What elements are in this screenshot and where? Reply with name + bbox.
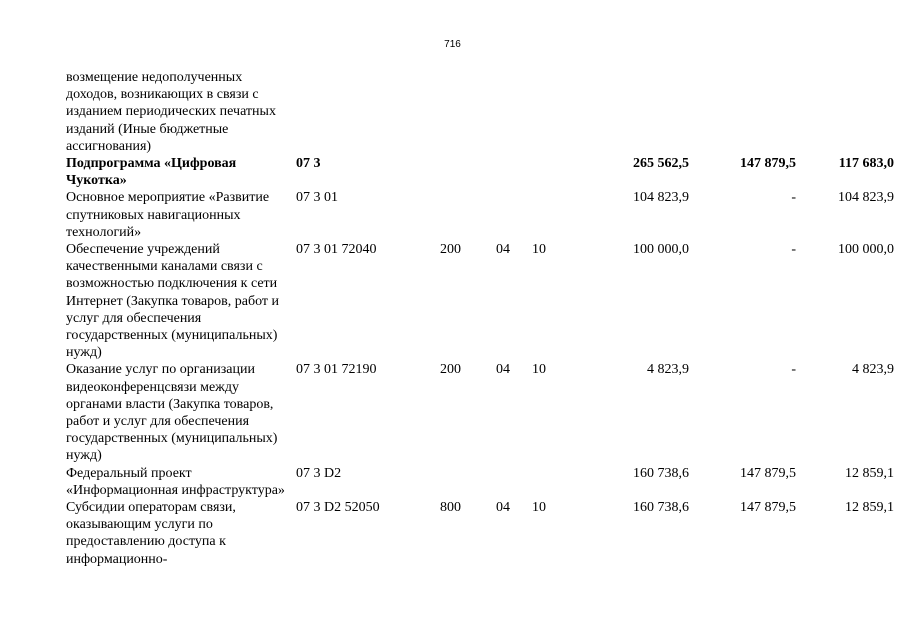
row-subsection bbox=[532, 189, 568, 241]
row-target-code: 07 3 01 bbox=[296, 190, 338, 206]
row-section bbox=[496, 155, 532, 189]
table-row bbox=[66, 499, 894, 568]
row-name: Основное мероприятие «Развитие спутниковых навигационных технологий» bbox=[66, 190, 270, 240]
row-target-code: 07 3 01 72190 bbox=[296, 362, 377, 378]
row-expense-type: 800 bbox=[440, 500, 461, 516]
row-amount-regional: 12 859,1 bbox=[845, 465, 894, 481]
budget-table bbox=[66, 69, 894, 568]
row-section bbox=[496, 189, 532, 241]
row-amount-total: 4 823,9 bbox=[647, 362, 689, 378]
row-expense-type bbox=[440, 155, 496, 189]
row-expense-type bbox=[440, 189, 496, 241]
row-amount-federal: 147 879,5 bbox=[740, 465, 796, 481]
row-subsection: 10 bbox=[532, 242, 546, 258]
row-name: Федеральный проект «Информационная инфраструктура» bbox=[66, 465, 285, 498]
table-body bbox=[66, 69, 894, 568]
row-amount-regional: 100 000,0 bbox=[838, 242, 894, 258]
row-amount-total: 160 738,6 bbox=[633, 465, 689, 481]
row-target-code: 07 3 D2 bbox=[296, 465, 342, 481]
table-row bbox=[66, 155, 894, 189]
table-row bbox=[66, 189, 894, 241]
row-amount-regional: 104 823,9 bbox=[838, 190, 894, 206]
row-section bbox=[496, 465, 532, 499]
row-subsection bbox=[532, 69, 568, 155]
row-subsection: 10 bbox=[532, 362, 546, 378]
page-number: 716 bbox=[444, 39, 461, 50]
table-row bbox=[66, 69, 894, 155]
row-amount-federal: 147 879,5 bbox=[740, 156, 796, 172]
row-amount-total bbox=[568, 69, 689, 155]
row-subsection bbox=[532, 465, 568, 499]
row-amount-total: 100 000,0 bbox=[633, 242, 689, 258]
row-amount-regional: 117 683,0 bbox=[838, 156, 894, 172]
table-row bbox=[66, 241, 894, 361]
row-amount-federal bbox=[689, 69, 796, 155]
row-expense-type: 200 bbox=[440, 242, 461, 258]
row-amount-total: 104 823,9 bbox=[633, 190, 689, 206]
row-target-code: 07 3 01 72040 bbox=[296, 242, 377, 258]
row-amount-regional: 12 859,1 bbox=[845, 500, 894, 516]
row-amount-federal: - bbox=[791, 362, 796, 378]
row-section: 04 bbox=[496, 500, 510, 516]
row-amount-regional: 4 823,9 bbox=[852, 362, 894, 378]
row-name: Оказание услуг по организации видеоконференцсвязи между органами власти (Закупка товаров, работ и услуг для обеспечения государственных (муниципальных) нужд) bbox=[66, 362, 278, 464]
row-amount-federal: - bbox=[791, 190, 796, 206]
row-section: 04 bbox=[496, 242, 510, 258]
row-target-code: 07 3 bbox=[296, 156, 321, 172]
row-amount-federal: - bbox=[791, 242, 796, 258]
row-expense-type: 200 bbox=[440, 362, 461, 378]
row-target-code bbox=[296, 69, 440, 155]
row-amount-regional bbox=[796, 69, 894, 155]
row-target-code: 07 3 D2 52050 bbox=[296, 500, 380, 516]
row-section bbox=[496, 69, 532, 155]
row-amount-total: 160 738,6 bbox=[633, 500, 689, 516]
row-expense-type bbox=[440, 69, 496, 155]
row-name: возмещение недополученных доходов, возникающих в связи с изданием периодических печатных изданий (Иные бюджетные ассигнования) bbox=[66, 70, 276, 154]
row-amount-federal: 147 879,5 bbox=[740, 500, 796, 516]
row-section: 04 bbox=[496, 362, 510, 378]
row-subsection: 10 bbox=[532, 500, 546, 516]
row-name: Обеспечение учреждений качественными каналами связи с возможностью подключения к сети Интернет (Закупка товаров, работ и услуг для обеспечения государственных (муниципальных) нужд) bbox=[66, 242, 279, 361]
row-expense-type bbox=[440, 465, 496, 499]
table-row bbox=[66, 465, 894, 499]
row-name: Субсидии операторам связи, оказывающим услуги по предоставлению доступа к информационно- bbox=[66, 500, 236, 567]
row-name: Подпрограмма «Цифровая Чукотка» bbox=[66, 156, 237, 189]
row-amount-total: 265 562,5 bbox=[633, 156, 689, 172]
table-row bbox=[66, 361, 894, 464]
row-subsection bbox=[532, 155, 568, 189]
